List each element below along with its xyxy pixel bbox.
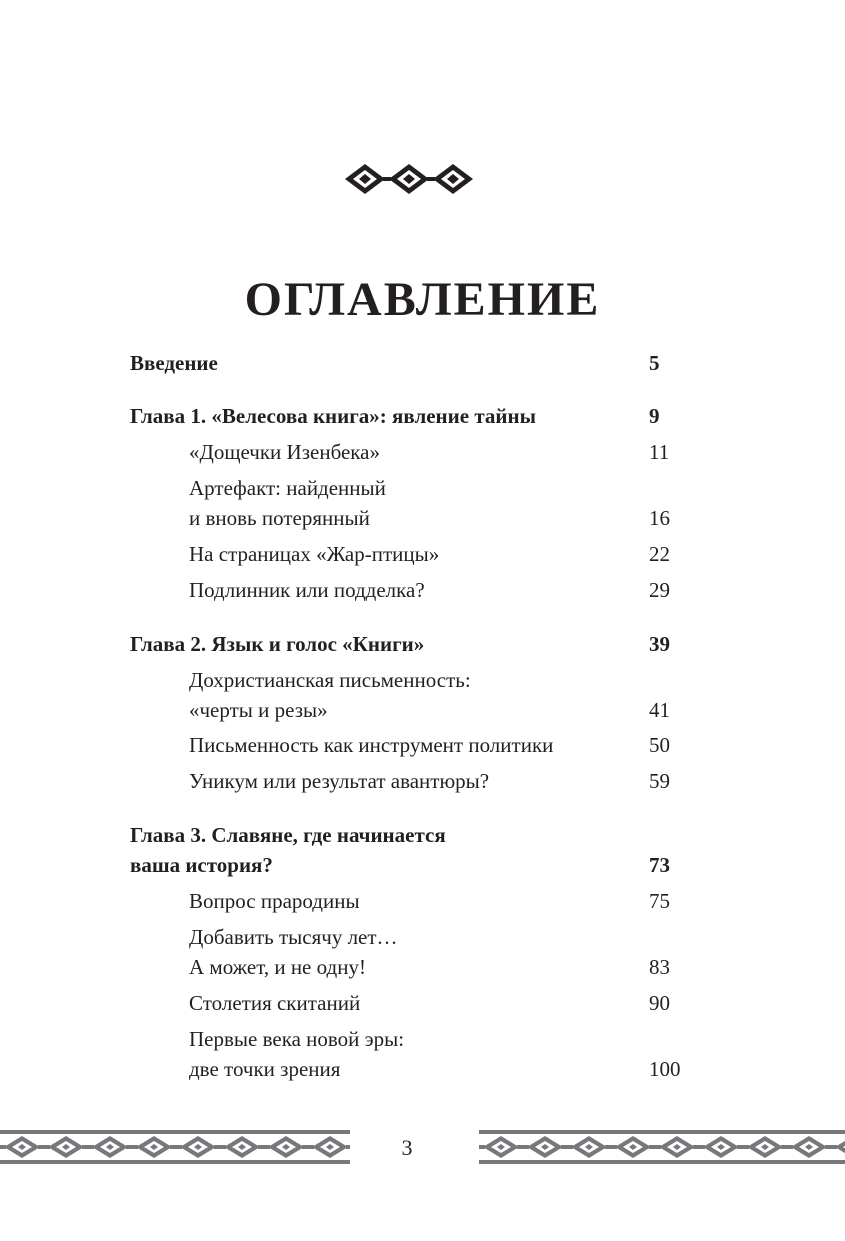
section-page: 75 bbox=[649, 889, 670, 913]
section-title-line-1: Дохристианская письменность: bbox=[189, 668, 471, 692]
section-page: 16 bbox=[649, 506, 670, 530]
section-title: Подлинник или подделка? bbox=[189, 578, 425, 602]
chapter-1-title: Глава 1. «Велесова книга»: явление тайны bbox=[130, 404, 536, 428]
section-page: 11 bbox=[649, 440, 670, 464]
section-page: 41 bbox=[649, 698, 670, 722]
bottom-right-border-ornament-icon bbox=[479, 1128, 845, 1166]
section-title: Уникум или результат авантюры? bbox=[189, 769, 490, 793]
chapter-2-page: 39 bbox=[649, 632, 670, 656]
section-page: 50 bbox=[649, 733, 670, 757]
toc-intro-label: Введение bbox=[130, 351, 218, 375]
page-title: ОГЛАВЛЕНИЕ bbox=[244, 273, 601, 326]
chapter-1-page: 9 bbox=[649, 404, 660, 428]
section-title: Вопрос прародины bbox=[189, 889, 360, 913]
section-page: 22 bbox=[649, 542, 670, 566]
section-title-line-2: А может, и не одну! bbox=[189, 955, 366, 979]
section-page: 83 bbox=[649, 955, 670, 979]
section-page: 59 bbox=[649, 769, 670, 793]
section-title: Столетия скитаний bbox=[189, 991, 361, 1015]
chapter-3-title-line-2: ваша история? bbox=[130, 853, 273, 877]
section-page: 90 bbox=[649, 991, 670, 1015]
section-title-line-1: Добавить тысячу лет… bbox=[189, 925, 398, 949]
chapter-3-title-line-1: Глава 3. Славяне, где начинается bbox=[130, 823, 446, 847]
chapter-2-title: Глава 2. Язык и голос «Книги» bbox=[130, 632, 425, 656]
bottom-left-border-ornament-icon bbox=[0, 1128, 350, 1166]
section-title-line-1: Артефакт: найденный bbox=[189, 476, 386, 500]
section-title-line-2: «черты и резы» bbox=[189, 698, 328, 722]
section-title-line-2: и вновь потерянный bbox=[189, 506, 370, 530]
toc-intro-page: 5 bbox=[649, 351, 660, 375]
chapter-3-page: 73 bbox=[649, 853, 670, 877]
section-title-line-2: две точки зрения bbox=[189, 1057, 341, 1081]
section-page: 100 bbox=[649, 1057, 681, 1081]
section-title: На страницах «Жар-птицы» bbox=[189, 542, 440, 566]
page-number: 3 bbox=[401, 1135, 413, 1160]
section-title-line-1: Первые века новой эры: bbox=[189, 1027, 405, 1051]
section-page: 29 bbox=[649, 578, 670, 602]
section-title: Письменность как инструмент политики bbox=[189, 733, 554, 757]
section-title: «Дощечки Изенбека» bbox=[189, 440, 380, 464]
